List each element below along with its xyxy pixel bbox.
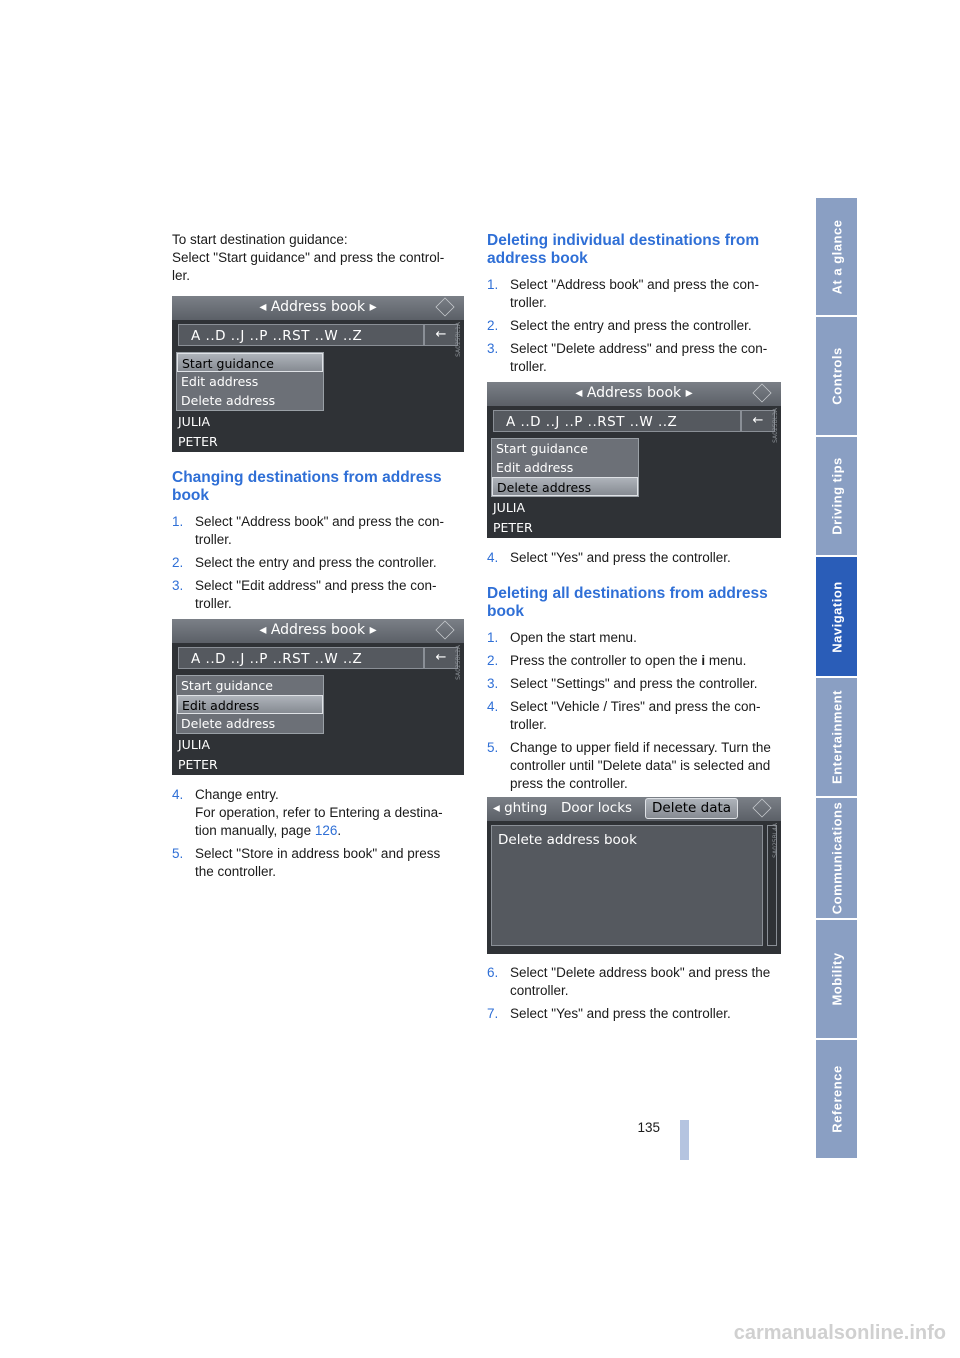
menu-item-edit-address: Edit address xyxy=(177,695,323,714)
page-link[interactable]: 126 xyxy=(314,823,338,838)
context-menu xyxy=(176,352,324,411)
steps-list xyxy=(172,513,464,613)
step: 3. Select "Settings" and press the controller. xyxy=(487,676,758,691)
entry-peter: PETER xyxy=(178,434,218,449)
menu-item-start-guidance: Start guidance xyxy=(181,678,273,693)
entry-julia: JULIA xyxy=(178,737,211,752)
steps-list xyxy=(487,276,781,376)
tab-delete-data: Delete data xyxy=(645,798,738,819)
alphabet-bar: A ..D ..J ..P ..RST ..W ..Z xyxy=(178,324,424,346)
intro-text xyxy=(172,231,464,285)
entry-julia: JULIA xyxy=(493,500,526,515)
step-yes xyxy=(487,549,781,572)
step: 1. Select "Address book" and press the con- troller. xyxy=(172,514,444,547)
step: 5. Change to upper field if necessary. Turn the controller until "Delete data" is selected and press the controller. xyxy=(487,740,771,791)
section-changing xyxy=(172,469,464,618)
entry-julia: JULIA xyxy=(178,414,211,429)
menu-item-edit-address: Edit address xyxy=(496,460,574,475)
entry-peter: PETER xyxy=(493,520,533,535)
image-code: SA025BL2A xyxy=(455,645,462,680)
section-title: Deleting all destinations from address book xyxy=(487,585,768,620)
intro-line: Select "Start guidance" and press the control- xyxy=(172,250,445,265)
screen-edit-address xyxy=(172,619,464,775)
screen-title: ◂ Address book ▸ xyxy=(575,385,693,401)
back-arrow-icon: ← xyxy=(424,647,458,669)
tab-lighting: ◂ ghting xyxy=(493,800,548,816)
step: 3. Select "Delete address" and press the con- troller. xyxy=(487,341,768,374)
tab-communications[interactable]: Communications xyxy=(816,798,857,920)
tab-controls[interactable]: Controls xyxy=(816,317,857,437)
menu-item-delete-address: Delete address xyxy=(181,716,276,731)
settings-tabs xyxy=(487,797,781,821)
context-menu xyxy=(176,675,324,734)
steps-list xyxy=(487,629,781,793)
section-deleting-individual xyxy=(487,232,781,381)
screen-start-guidance xyxy=(172,296,464,452)
tab-mobility[interactable]: Mobility xyxy=(816,920,857,1040)
steps-list xyxy=(487,549,781,567)
back-arrow-icon: ← xyxy=(741,410,775,432)
menu-item-start-guidance: Start guidance xyxy=(496,441,588,456)
menu-item-start-guidance: Start guidance xyxy=(177,353,323,372)
menu-item-delete-address: Delete address xyxy=(492,477,638,496)
intro-line: To start destination guidance: xyxy=(172,232,348,247)
section-title: Changing destinations from address book xyxy=(172,469,442,504)
tab-at-a-glance[interactable]: At a glance xyxy=(816,198,857,317)
step: 6. Select "Delete address book" and press the controller. xyxy=(487,965,771,998)
step: 5. Select "Store in address book" and press the controller. xyxy=(172,846,441,879)
watermark: carmanualsonline.info xyxy=(733,1322,946,1344)
tab-door-locks: Door locks xyxy=(561,800,633,816)
compass-icon xyxy=(752,798,771,817)
info-icon: i xyxy=(701,653,706,668)
context-menu xyxy=(491,438,639,497)
step: 2. Select the entry and press the controller. xyxy=(487,318,752,333)
screen-header xyxy=(172,296,464,320)
step: 7. Select "Yes" and press the controller. xyxy=(487,1006,731,1021)
screen-header xyxy=(487,382,781,406)
tab-driving-tips[interactable]: Driving tips xyxy=(816,437,857,557)
menu-item-delete-address-book: Delete address book xyxy=(498,832,637,848)
image-code: SA025BL1A xyxy=(455,322,462,357)
section-deleting-all xyxy=(487,585,781,798)
step: 1. Open the start menu. xyxy=(487,630,637,645)
alphabet-bar: A ..D ..J ..P ..RST ..W ..Z xyxy=(493,410,741,432)
page-marker xyxy=(680,1120,689,1160)
steps-final xyxy=(487,964,781,1028)
screen-delete-address xyxy=(487,382,781,538)
tab-reference[interactable]: Reference xyxy=(816,1040,857,1160)
section-title: Deleting individual destinations from address book xyxy=(487,232,760,267)
step: 4. Change entry. For operation, refer to Entering a destina- tion manually, page 126. xyxy=(172,787,443,838)
step: 3. Select "Edit address" and press the con- troller. xyxy=(172,578,437,611)
step: 4. Select "Vehicle / Tires" and press the con- troller. xyxy=(487,699,761,732)
steps-list xyxy=(172,786,464,881)
entry-peter: PETER xyxy=(178,757,218,772)
step: 4. Select "Yes" and press the controller. xyxy=(487,550,731,565)
alphabet-bar: A ..D ..J ..P ..RST ..W ..Z xyxy=(178,647,424,669)
steps-continued xyxy=(172,786,464,886)
tab-entertainment[interactable]: Entertainment xyxy=(816,678,857,798)
image-code: SA025BL4A xyxy=(772,823,779,858)
menu-item-delete-address: Delete address xyxy=(181,393,276,408)
screen-title: ◂ Address book ▸ xyxy=(259,299,377,315)
screen-header xyxy=(172,619,464,643)
step: 2. Select the entry and press the controller. xyxy=(172,555,437,570)
step: 2. Press the controller to open the i menu. xyxy=(487,653,747,668)
delete-panel xyxy=(491,825,763,946)
screen-title: ◂ Address book ▸ xyxy=(259,622,377,638)
screen-delete-data xyxy=(487,797,781,954)
tab-navigation[interactable]: Navigation xyxy=(816,557,857,678)
page-number: 135 xyxy=(637,1120,660,1135)
back-arrow-icon: ← xyxy=(424,324,458,346)
intro-line: ler. xyxy=(172,268,191,283)
image-code: SA025BL3A xyxy=(772,408,779,443)
menu-item-edit-address: Edit address xyxy=(181,374,259,389)
step: 1. Select "Address book" and press the con- troller. xyxy=(487,277,759,310)
steps-list xyxy=(487,964,781,1023)
